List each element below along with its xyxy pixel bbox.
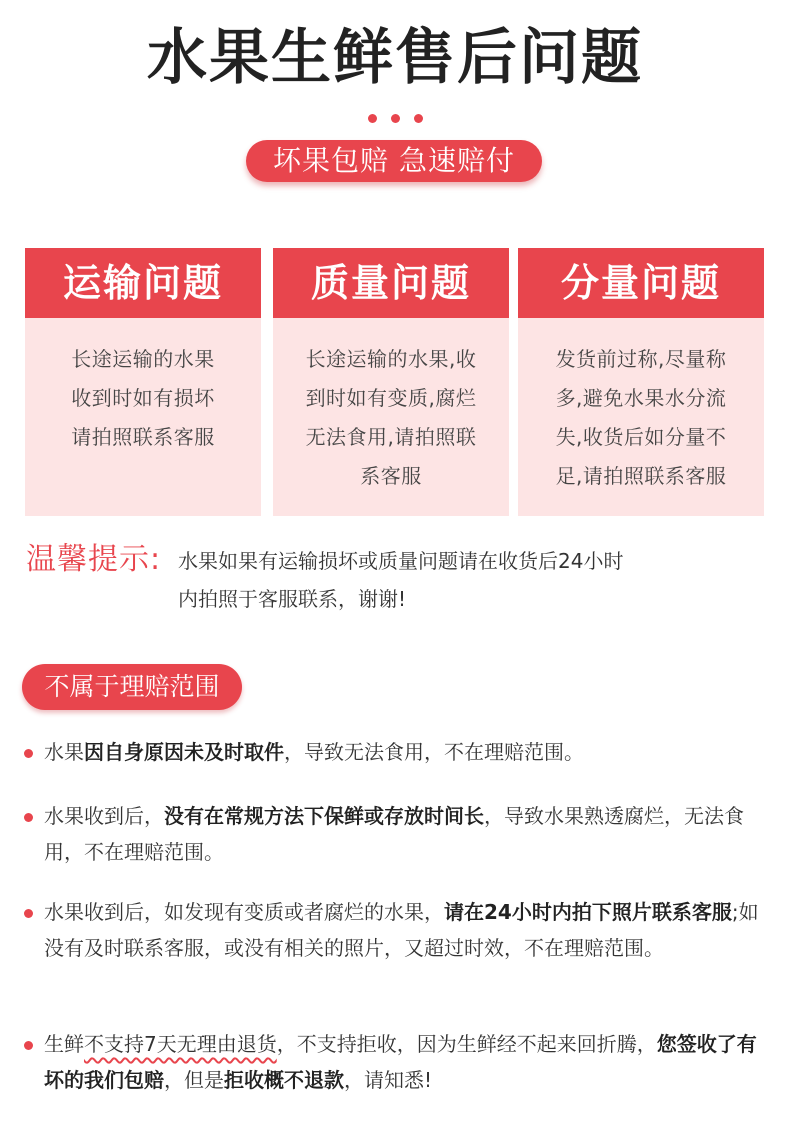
- bullet-icon: [24, 1041, 33, 1050]
- card-line: 长途运输的水果: [71, 347, 215, 371]
- card-quality: [273, 248, 509, 516]
- card-body: [25, 318, 261, 457]
- list-item: 水果因自身原因未及时取件，导致无法食用，不在理赔范围。: [44, 734, 772, 770]
- list-item: 水果收到后，如发现有变质或者腐烂的水果，请在24小时内拍下照片联系客服;如没有及时联系客服，或没有相关的照片，又超过时效，不在理赔范围。: [44, 894, 772, 966]
- card-title: 运输问题: [25, 248, 261, 318]
- card-title: 分量问题: [518, 248, 764, 318]
- card-line: 无法食用,请拍照联: [305, 425, 477, 449]
- card-weight: [518, 248, 764, 516]
- card-line: 收到时如有损坏: [71, 386, 215, 410]
- card-title: 质量问题: [273, 248, 509, 318]
- card-line: 系客服: [360, 464, 422, 488]
- card-line: 发货前过称,尽量称: [555, 347, 727, 371]
- card-line: 长途运输的水果,收: [305, 347, 477, 371]
- card-line: 请拍照联系客服: [71, 425, 215, 449]
- card-transport: [25, 248, 261, 516]
- tip-label: 温馨提示:: [26, 542, 162, 577]
- card-body: [273, 318, 509, 496]
- subtitle-badge: 坏果包赔 急速赔付: [246, 140, 542, 182]
- tip-line: 内拍照于客服联系，谢谢!: [178, 587, 407, 611]
- bullet-icon: [24, 909, 33, 918]
- decorative-dots: [0, 108, 790, 127]
- bullet-icon: [24, 749, 33, 758]
- highlight-text: 不支持7天无理由退货: [84, 1032, 277, 1056]
- bullet-icon: [24, 813, 33, 822]
- card-line: 到时如有变质,腐烂: [305, 386, 477, 410]
- dot-icon: [414, 114, 423, 123]
- card-line: 多,避免水果水分流: [555, 386, 727, 410]
- card-line: 足,请拍照联系客服: [555, 464, 727, 488]
- page-title: 水果生鲜售后问题: [147, 23, 643, 93]
- card-body: [518, 318, 764, 496]
- dot-icon: [368, 114, 377, 123]
- card-line: 失,收货后如分量不: [555, 425, 727, 449]
- tip-text: [178, 542, 738, 618]
- dot-icon: [391, 114, 400, 123]
- list-item: 水果收到后，没有在常规方法下保鲜或存放时间长，导致水果熟透腐烂，无法食用，不在理赔范围。: [44, 798, 772, 870]
- list-item: 生鲜不支持7天无理由退货，不支持拒收，因为生鲜经不起来回折腾，您签收了有坏的我们包赔，但是拒收概不退款，请知悉!: [44, 1026, 772, 1098]
- scope-badge: 不属于理赔范围: [22, 664, 242, 710]
- tip-line: 水果如果有运输损坏或质量问题请在收货后24小时: [178, 549, 624, 573]
